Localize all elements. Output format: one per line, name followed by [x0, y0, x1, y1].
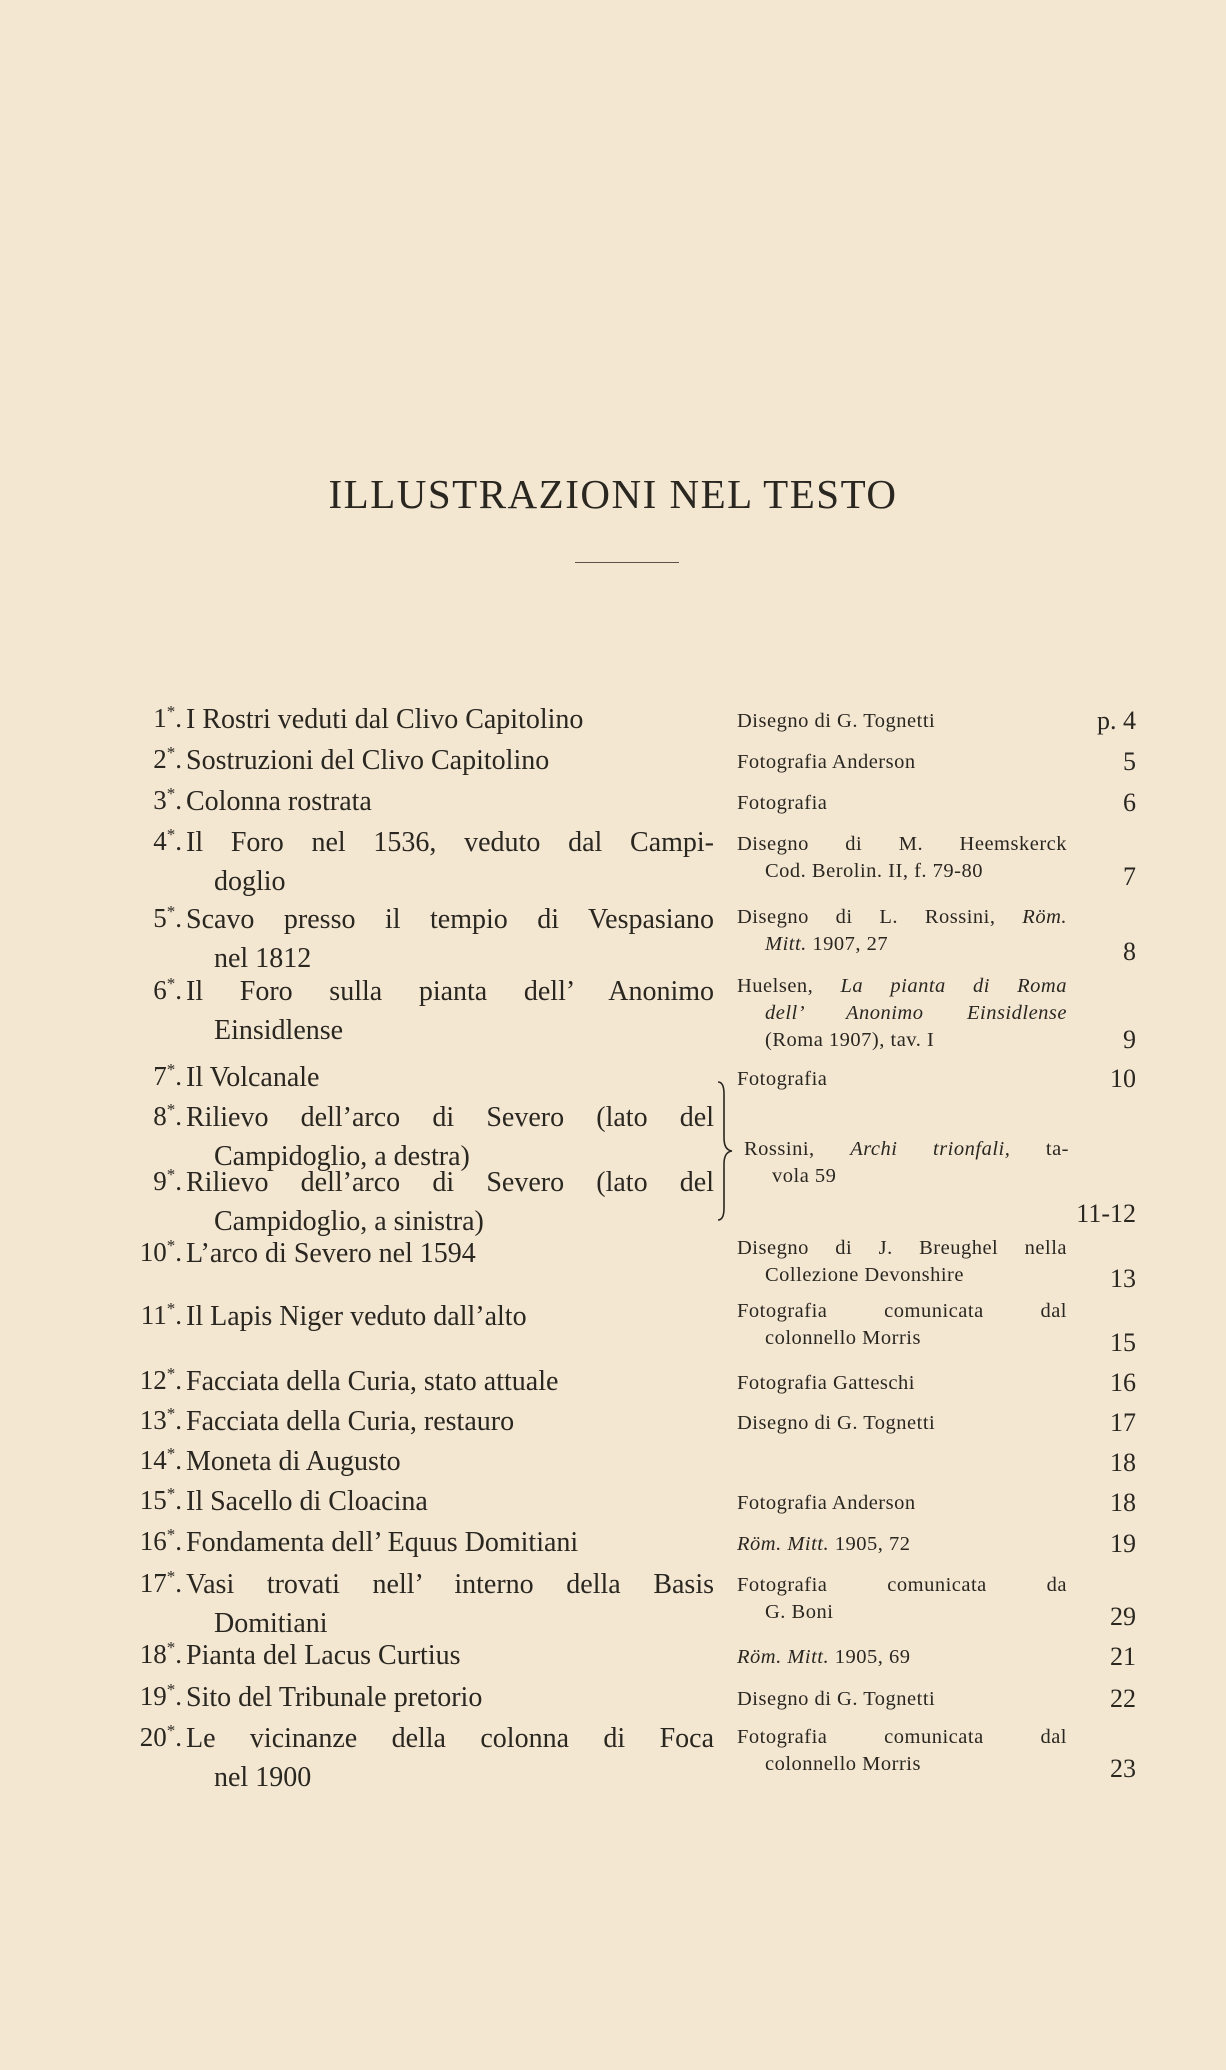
entry-source — [737, 1644, 1067, 1671]
entry-number: 17*. — [139, 1567, 182, 1598]
entry-page: 10 — [1110, 1064, 1136, 1093]
entry-source-line: G. Boni — [765, 1601, 834, 1623]
entry-source — [737, 1686, 1067, 1713]
entry-source — [737, 1490, 1067, 1517]
entry-page: 6 — [1123, 788, 1136, 817]
entry-page: 15 — [1110, 1328, 1136, 1357]
page-title: ILLUSTRAZIONI NEL TESTO — [328, 471, 898, 517]
entry-source — [737, 1572, 1067, 1626]
entry-source-line: Disegno di L. Rossini, Röm. — [737, 906, 1067, 928]
entry-title — [186, 1719, 714, 1797]
entry-number: 7*. — [153, 1060, 182, 1091]
entry-source-line: Cod. Berolin. II, f. 79-80 — [765, 860, 983, 882]
entry-source — [737, 1066, 1067, 1093]
entry-title — [186, 1523, 714, 1562]
entry-source-line: Fotografia Gatteschi — [737, 1372, 915, 1394]
entry-source — [737, 749, 1067, 776]
entry-source-line: Huelsen, La pianta di Roma — [737, 975, 1067, 997]
entry-title — [186, 1482, 714, 1521]
entry-number: 13*. — [139, 1404, 182, 1435]
entry-page: 5 — [1123, 747, 1136, 776]
title-rule — [575, 562, 679, 563]
entry-title — [186, 1362, 714, 1401]
entry-title — [186, 1058, 714, 1097]
entry-number: 11*. — [140, 1299, 182, 1330]
entry-title — [186, 1402, 714, 1441]
entry-title-line: Campidoglio, a sinistra) — [214, 1206, 484, 1237]
entry-title-line: Facciata della Curia, stato attuale — [186, 1366, 559, 1397]
entry-page: 29 — [1110, 1602, 1136, 1631]
entry-title-line: Il Foro sulla pianta dell’ Anonimo — [186, 976, 714, 1007]
entry-source-line: dell’ Anonimo Einsidlense — [765, 1002, 1067, 1024]
entry-source-line: Fotografia Anderson — [737, 751, 916, 773]
entry-title — [186, 1234, 714, 1273]
entry-title — [186, 1565, 714, 1643]
entry-source-line: Disegno di G. Tognetti — [737, 1412, 936, 1434]
entry-title-line: Il Foro nel 1536, veduto dal Campi- — [186, 827, 714, 858]
entry-page: 9 — [1123, 1025, 1136, 1054]
entry-page: 13 — [1110, 1264, 1136, 1293]
entry-title-line: Facciata della Curia, restauro — [186, 1406, 515, 1437]
entry-page: 18 — [1110, 1488, 1136, 1517]
entry-number: 20*. — [139, 1721, 182, 1752]
entry-number: 12*. — [139, 1364, 182, 1395]
entry-number: 18*. — [139, 1638, 182, 1669]
entry-title — [186, 823, 714, 901]
entry-source — [737, 973, 1067, 1054]
entry-number: 1*. — [153, 702, 182, 733]
entry-page: 19 — [1110, 1529, 1136, 1558]
group-source-line: vola 59 — [772, 1165, 837, 1187]
entry-title-line: Domitiani — [214, 1608, 328, 1639]
entry-page: 22 — [1110, 1684, 1136, 1713]
entry-number: 16*. — [139, 1525, 182, 1556]
entry-number: 19*. — [139, 1680, 182, 1711]
entry-title-line: Il Volcanale — [186, 1062, 320, 1093]
entry-title — [186, 741, 714, 780]
entry-title-line: Le vicinanze della colonna di Foca — [186, 1723, 714, 1754]
entry-number: 14*. — [139, 1444, 182, 1475]
entry-title — [186, 700, 714, 739]
entry-title-line: Campidoglio, a destra) — [214, 1141, 470, 1172]
entry-source-line: Disegno di J. Breughel nella — [737, 1237, 1067, 1259]
entry-title-line: nel 1900 — [214, 1762, 312, 1793]
entry-page: p. 4 — [1097, 706, 1136, 735]
brace-mark — [716, 1080, 740, 1222]
entry-page: 8 — [1123, 937, 1136, 966]
entry-title-line: Rilievo dell’arco di Severo (lato del — [186, 1167, 714, 1198]
group-source-line: Rossini, Archi trionfali, ta- — [744, 1138, 1069, 1160]
entry-page: 17 — [1110, 1408, 1136, 1437]
entry-title — [186, 1678, 714, 1717]
entry-title — [186, 900, 714, 978]
entry-source-line: Fotografia comunicata dal — [737, 1300, 1067, 1322]
entry-title-line: Colonna rostrata — [186, 786, 372, 817]
entry-number: 5*. — [153, 902, 182, 933]
entry-source — [737, 790, 1067, 817]
entry-title-line: Sito del Tribunale pretorio — [186, 1682, 483, 1713]
entry-title-line: Pianta del Lacus Curtius — [186, 1640, 461, 1671]
entry-source — [737, 1235, 1067, 1289]
entry-source — [737, 708, 1067, 735]
entry-number: 4*. — [153, 825, 182, 856]
entry-title-line: doglio — [214, 866, 286, 897]
entry-source — [737, 1298, 1067, 1352]
entry-number: 6*. — [153, 974, 182, 1005]
entry-title — [186, 1442, 714, 1481]
entry-title — [186, 1163, 714, 1241]
entry-source — [737, 1531, 1067, 1558]
entry-title-line: nel 1812 — [214, 943, 312, 974]
entry-page: 23 — [1110, 1754, 1136, 1783]
entry-source-line: Fotografia comunicata da — [737, 1574, 1067, 1596]
entry-page: 21 — [1110, 1642, 1136, 1671]
entry-title-line: I Rostri veduti dal Clivo Capitolino — [186, 704, 584, 735]
entry-source-line: colonnello Morris — [765, 1327, 921, 1349]
entry-title-line: Il Sacello di Cloacina — [186, 1486, 428, 1517]
entry-number: 3*. — [153, 784, 182, 815]
entry-source-line: Disegno di M. Heemskerck — [737, 833, 1067, 855]
entry-page: 7 — [1123, 862, 1136, 891]
entry-title — [186, 782, 714, 821]
entry-title-line: Sostruzioni del Clivo Capitolino — [186, 745, 550, 776]
entry-source — [737, 1724, 1067, 1778]
entry-source-line: Fotografia — [737, 1068, 828, 1090]
group-source — [744, 1136, 1069, 1190]
entry-number: 9*. — [153, 1165, 182, 1196]
entry-title — [186, 1297, 714, 1336]
entry-title-line: Vasi trovati nell’ interno della Basis — [186, 1569, 714, 1600]
entry-source-line: Fotografia comunicata dal — [737, 1726, 1067, 1748]
entry-title — [186, 1636, 714, 1675]
entry-page: 18 — [1110, 1448, 1136, 1477]
entry-source — [737, 1370, 1067, 1397]
entry-source — [737, 904, 1067, 958]
entry-source-line: (Roma 1907), tav. I — [765, 1029, 935, 1051]
entry-number: 10*. — [139, 1236, 182, 1267]
entry-source-line: Fotografia — [737, 792, 828, 814]
entry-source-line: Mitt. 1907, 27 — [765, 933, 889, 955]
entry-number: 8*. — [153, 1100, 182, 1131]
entry-source-line: Disegno di G. Tognetti — [737, 1688, 936, 1710]
entry-title-line: Fondamenta dell’ Equus Domitiani — [186, 1527, 579, 1558]
entry-source — [737, 1410, 1067, 1437]
entry-source-line: colonnello Morris — [765, 1753, 921, 1775]
entry-source-line: Disegno di G. Tognetti — [737, 710, 936, 732]
group-page: 11-12 — [1076, 1199, 1136, 1228]
entry-title-line: Moneta di Augusto — [186, 1446, 401, 1477]
entry-source-line: Collezione Devonshire — [765, 1264, 964, 1286]
entry-title-line: Il Lapis Niger veduto dall’alto — [186, 1301, 527, 1332]
entry-source — [737, 831, 1067, 885]
entry-title-line: Rilievo dell’arco di Severo (lato del — [186, 1102, 714, 1133]
entry-title-line: Einsidlense — [214, 1015, 344, 1046]
entry-title-line: Scavo presso il tempio di Vespasiano — [186, 904, 714, 935]
entry-source-line: Röm. Mitt. 1905, 72 — [737, 1533, 911, 1555]
entry-source-line: Fotografia Anderson — [737, 1492, 916, 1514]
entry-title — [186, 972, 714, 1050]
entry-source-line: Röm. Mitt. 1905, 69 — [737, 1646, 911, 1668]
entry-number: 2*. — [153, 743, 182, 774]
entry-number: 15*. — [139, 1484, 182, 1515]
entry-title-line: L’arco di Severo nel 1594 — [186, 1238, 476, 1269]
entry-page: 16 — [1110, 1368, 1136, 1397]
